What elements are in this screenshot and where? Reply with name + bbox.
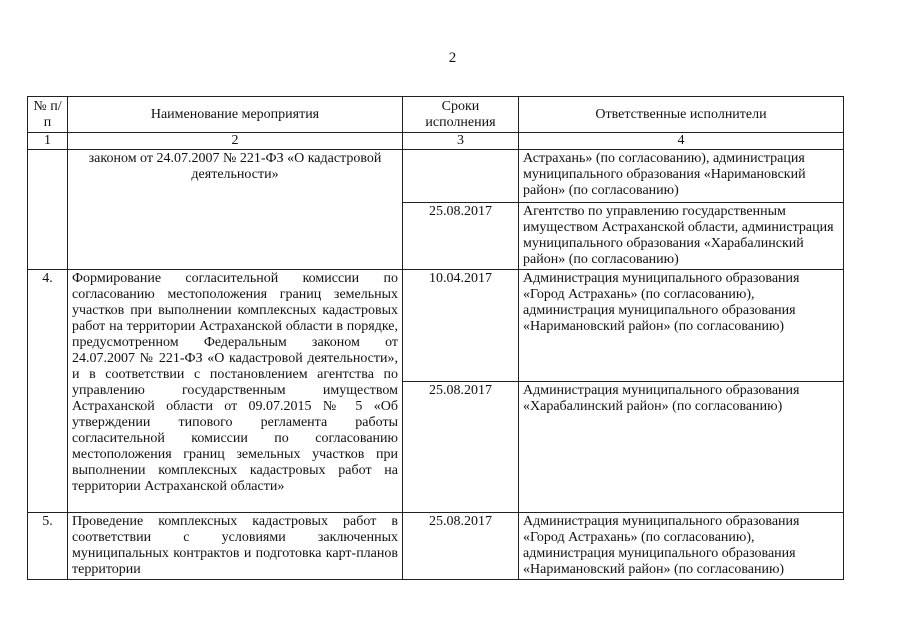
- column-number: 3: [403, 133, 519, 150]
- deadline-cell: 10.04.2017: [403, 270, 519, 382]
- table-header-row: [28, 97, 844, 133]
- header-number: № п/п: [28, 97, 68, 133]
- deadline-cell: 25.08.2017: [403, 203, 519, 270]
- activity-name: Формирование согласительной комиссии по согласованию местоположения границ земельных участков при выполнении комплексных кадастровых работ на территории Астраханской области в порядке, предусмотренном Федеральным законом от 24.07.2007 № 221-ФЗ «О кадастровой деятельности», и в соответствии с постановлением агентства по управлению государственным имуществом Астраханской области от 09.07.2015 № 5 «Об утверждении типового регламента работы согласительной комиссии по согласованию местоположения границ земельных участков при выполнении комплексных кадастровых работ на территории Астраханской области»: [68, 270, 403, 513]
- row-number: 5.: [28, 513, 68, 580]
- table-row: [28, 513, 844, 580]
- deadline-cell: 25.08.2017: [403, 513, 519, 580]
- page-number: 2: [448, 50, 457, 66]
- table-row: [28, 270, 844, 382]
- column-number: 1: [28, 133, 68, 150]
- responsible-cell: Администрация муниципального образования «Харабалинский район» (по согласованию): [519, 382, 844, 513]
- column-number: 2: [68, 133, 403, 150]
- header-activity-name: Наименование мероприятия: [68, 97, 403, 133]
- row-number: [28, 150, 68, 270]
- table-row: [28, 150, 844, 203]
- column-number-row: [28, 133, 844, 150]
- deadline-cell: [403, 150, 519, 203]
- responsible-cell: Астрахань» (по согласованию), администрация муниципального образования «Наримановский район» (по согласованию): [519, 150, 844, 203]
- responsible-cell: Администрация муниципального образования «Город Астрахань» (по согласованию), администрация муниципального образования «Наримановский район» (по согласованию): [519, 270, 844, 382]
- responsible-cell: Администрация муниципального образования «Город Астрахань» (по согласованию), администрация муниципального образования «Наримановский район» (по согласованию): [519, 513, 844, 580]
- deadline-cell: 25.08.2017: [403, 382, 519, 513]
- responsible-cell: Агентство по управлению государственным имуществом Астраханской области, администрация муниципального образования «Харабалинский район» (по согласованию): [519, 203, 844, 270]
- header-responsible: Ответственные исполнители: [519, 97, 844, 133]
- header-deadline: Сроки исполнения: [403, 97, 519, 133]
- activities-table: [27, 96, 844, 580]
- column-number: 4: [519, 133, 844, 150]
- row-number: 4.: [28, 270, 68, 513]
- activity-name: Проведение комплексных кадастровых работ в соответствии с условиями заключенных муниципальных контрактов и подготовка карт-планов территории: [68, 513, 403, 580]
- activity-name: законом от 24.07.2007 № 221-ФЗ «О кадастровой деятельности»: [68, 150, 403, 270]
